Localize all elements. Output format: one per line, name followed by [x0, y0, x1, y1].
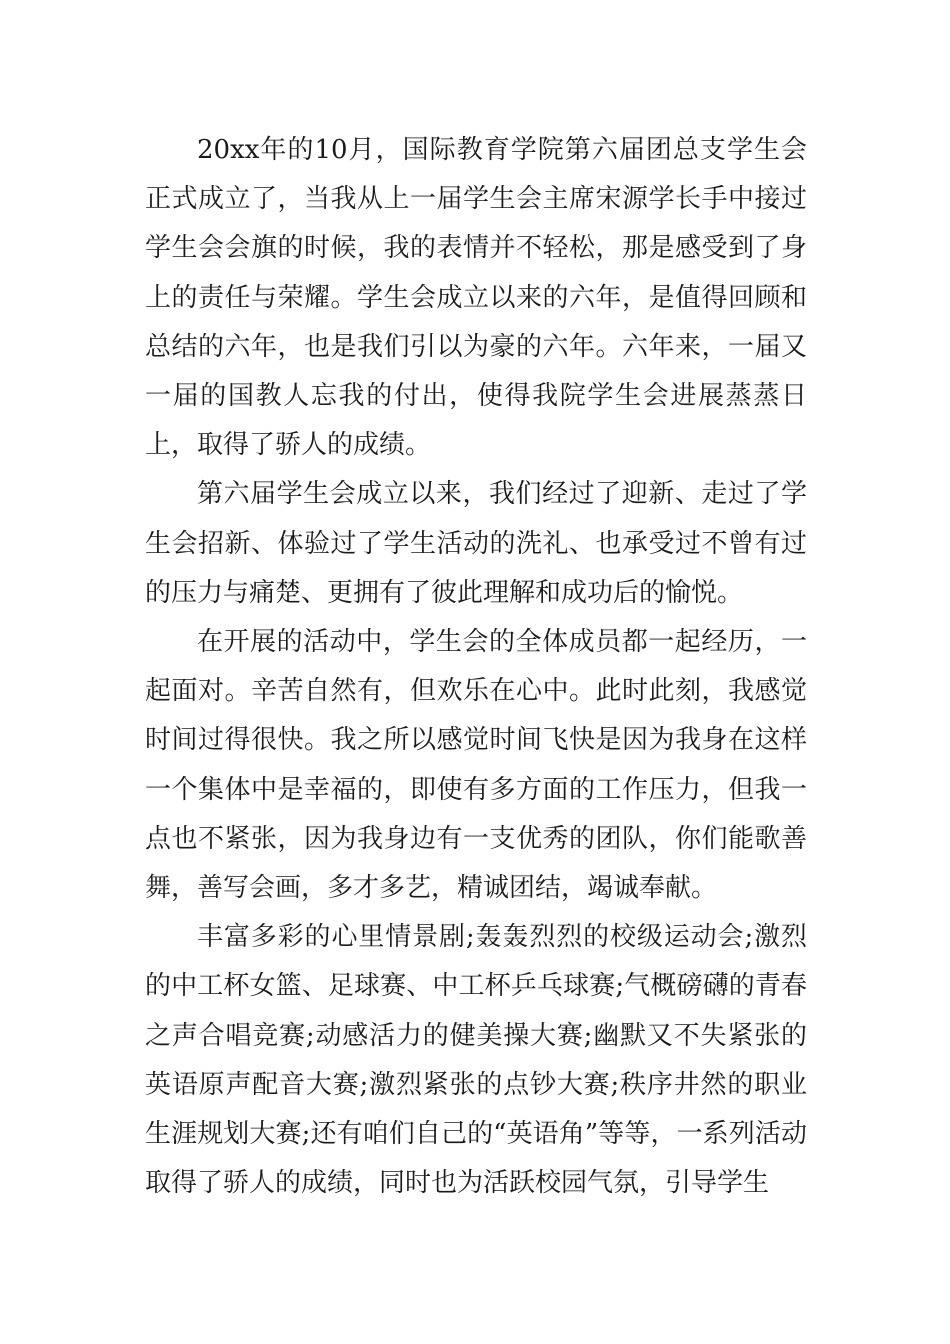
- document-body: [145, 126, 807, 1208]
- paragraph-4: 丰富多彩的心里情景剧;轰轰烈烈的校级运动会;激烈的中工杯女篮、足球赛、中工杯乒乓球赛;气概磅礴的青春之声合唱竞赛;动感活力的健美操大赛;幽默又不失紧张的英语原声配音大赛;激烈紧张的点钞大赛;秩序井然的职业生涯规划大赛;还有咱们自己的“英语角”等等，一系列活动取得了骄人的成绩，同时也为活跃校园气氛，引导学生: [145, 922, 807, 1199]
- paragraph-3: 在开展的活动中，学生会的全体成员都一起经历，一起面对。辛苦自然有，但欢乐在心中。此时此刻，我感觉时间过得很快。我之所以感觉时间飞快是因为我身在这样一个集体中是幸福的，即使有多方面的工作压力，但我一点也不紧张，因为我身边有一支优秀的团队，你们能歌善舞，善写会画，多才多艺，精诚团结，竭诚奉献。: [145, 627, 807, 904]
- paragraph-1: 20xx年的10月，国际教育学院第六届团总支学生会正式成立了，当我从上一届学生会主席宋源学长手中接过学生会会旗的时候，我的表情并不轻松，那是感受到了身上的责任与荣耀。学生会成立以来的六年，是值得回顾和总结的六年，也是我们引以为豪的六年。六年来，一届又一届的国教人忘我的付出，使得我院学生会进展蒸蒸日上，取得了骄人的成绩。: [145, 135, 807, 461]
- paragraph-2: 第六届学生会成立以来，我们经过了迎新、走过了学生会招新、体验过了学生活动的洗礼、也承受过不曾有过的压力与痛楚、更拥有了彼此理解和成功后的愉悦。: [145, 479, 807, 608]
